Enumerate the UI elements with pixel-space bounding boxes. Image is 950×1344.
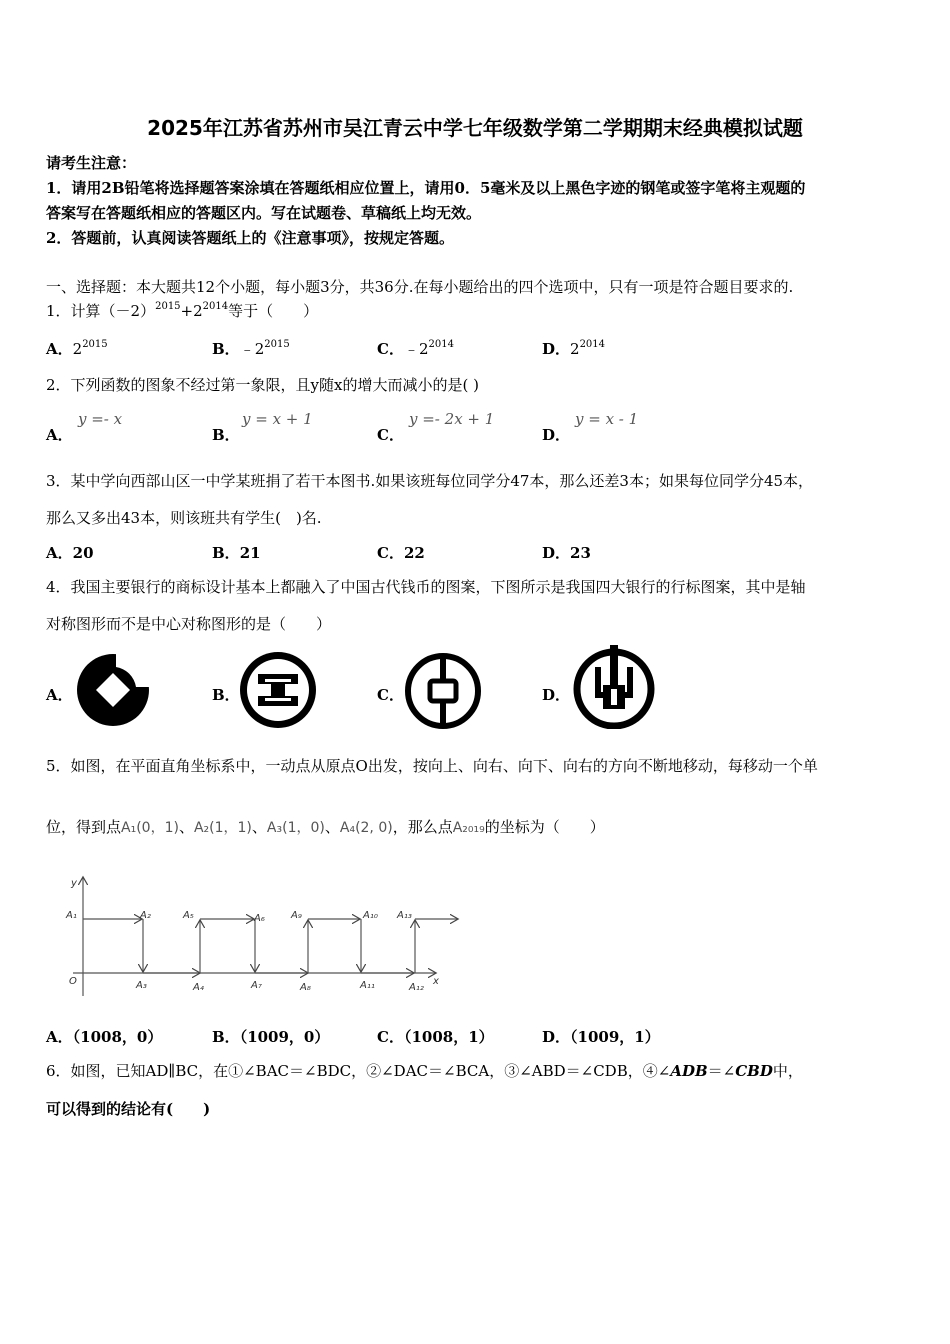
boc-logo-icon [404, 652, 482, 730]
notice-heading: 请考生注意： [46, 154, 137, 172]
q4-option-d[interactable]: D． [542, 686, 571, 704]
q1-option-d[interactable]: D．$2^{2014}$ [542, 339, 606, 358]
q3-option-d[interactable]: D．23 [542, 544, 591, 562]
graph-label-a11: A₁₁ [360, 980, 375, 991]
q2-option-c[interactable]: C． [377, 426, 404, 444]
q1-option-b[interactable]: B．$﹣2^{2015}$ [212, 339, 290, 358]
q5-coordinate-graph [55, 872, 465, 1002]
graph-label-a3: A₃ [136, 980, 147, 991]
graph-label-a13: A₁₃ [397, 910, 412, 921]
q2-option-c-expr: y =- 2x + 1 [409, 410, 495, 428]
origin-label: O [69, 976, 77, 987]
q2-option-d[interactable]: D． [542, 426, 571, 444]
abc-logo-icon [572, 645, 656, 729]
q5-option-c[interactable]: C．（1008，1） [377, 1028, 494, 1046]
q2-option-a[interactable]: A． [46, 426, 73, 444]
question-4-stem-line2: 对称图形而不是中心对称图形的是（ ） [46, 615, 332, 633]
q2-option-d-expr: y = x - 1 [575, 410, 639, 428]
q4-option-a[interactable]: A． [46, 686, 73, 704]
q5-option-b[interactable]: B．（1009，0） [212, 1028, 330, 1046]
graph-label-a8: A₈ [300, 982, 311, 993]
graph-label-a2: A₂ [140, 910, 151, 921]
q4-option-b[interactable]: B． [212, 686, 240, 704]
q1-option-a[interactable]: A．$2^{2015}$ [46, 339, 108, 358]
question-6-stem-line2: 可以得到的结论有( ) [46, 1100, 211, 1118]
graph-label-a1: A₁ [66, 910, 77, 921]
path-segments [83, 919, 457, 973]
notice-line2: 2．答题前，认真阅读答题纸上的《注意事项》，按规定答题。 [46, 229, 454, 247]
graph-label-a9: A₉ [291, 910, 302, 921]
x-axis-label: x [433, 976, 439, 987]
graph-label-a5: A₅ [183, 910, 194, 921]
icbc-logo-icon [238, 650, 318, 730]
graph-label-a10: A₁₀ [363, 910, 378, 921]
graph-label-a6: A₆ [254, 913, 265, 924]
q3-option-a[interactable]: A．20 [46, 544, 94, 562]
question-3-stem-line1: 3．某中学向西部山区一中学某班捐了若干本图书.如果该班每位同学分47本，那么还差3本；如果每位同学分45本， [46, 472, 814, 490]
y-axis-label: y [71, 878, 77, 889]
question-6-stem-line1: 6．如图，已知AD∥BC，在①∠BAC＝∠BDC，②∠DAC＝∠BCA，③∠ABD＝∠CDB，④∠ADB＝∠CBD中， [46, 1062, 803, 1080]
question-3-stem-line2: 那么又多出43本，则该班共有学生( )名. [46, 509, 322, 527]
graph-label-a7: A₇ [251, 980, 262, 991]
q5-option-a[interactable]: A．（1008，0） [46, 1028, 163, 1046]
q4-option-c[interactable]: C． [377, 686, 404, 704]
page-title: 2025年江苏省苏州市吴江青云中学七年级数学第二学期期末经典模拟试题 [147, 116, 803, 140]
q2-option-b-expr: y = x + 1 [242, 410, 313, 428]
q2-option-b[interactable]: B． [212, 426, 240, 444]
question-4-stem-line1: 4．我国主要银行的商标设计基本上都融入了中国古代钱币的图案，下图所示是我国四大银行的行标图案，其中是轴 [46, 578, 806, 596]
q3-option-b[interactable]: B．21 [212, 544, 261, 562]
q2-option-a-expr: y =- x [78, 410, 123, 428]
question-5-stem-line1: 5．如图，在平面直角坐标系中，一动点从原点O出发，按向上、向右、向下、向右的方向不断地移动，每移动一个单 [46, 757, 818, 775]
notice-line1: 1．请用2B铅笔将选择题答案涂填在答题纸相应位置上，请用0．5毫米及以上黑色字迹的钢笔或签字笔将主观题的 [46, 179, 806, 197]
section-heading: 一、选择题：本大题共12个小题，每小题3分，共36分.在每小题给出的四个选项中，只有一项是符合题目要求的. [46, 278, 794, 296]
q5-option-d[interactable]: D．（1009，1） [542, 1028, 660, 1046]
q1-option-c[interactable]: C．$﹣2^{2014}$ [377, 339, 454, 358]
graph-label-a12: A₁₂ [409, 982, 424, 993]
question-2-stem: 2．下列函数的图象不经过第一象限，且y随x的增大而减小的是( ) [46, 376, 479, 394]
ccb-logo-icon [76, 653, 150, 727]
q3-option-c[interactable]: C．22 [377, 544, 425, 562]
question-5-stem-line2: 位，得到点A₁(0，1)、A₂(1，1)、A₃(1，0)、A₄(2, 0)，那么点A₂₀₁₉的坐标为（ ） [46, 818, 605, 836]
graph-label-a4: A₄ [193, 982, 204, 993]
notice-line1b: 答案写在答题纸相应的答题区内。写在试题卷、草稿纸上均无效。 [46, 204, 482, 222]
question-1-stem: 1．计算$(-2)^{2015}+2^{2014}$等于（ ） [46, 301, 319, 320]
